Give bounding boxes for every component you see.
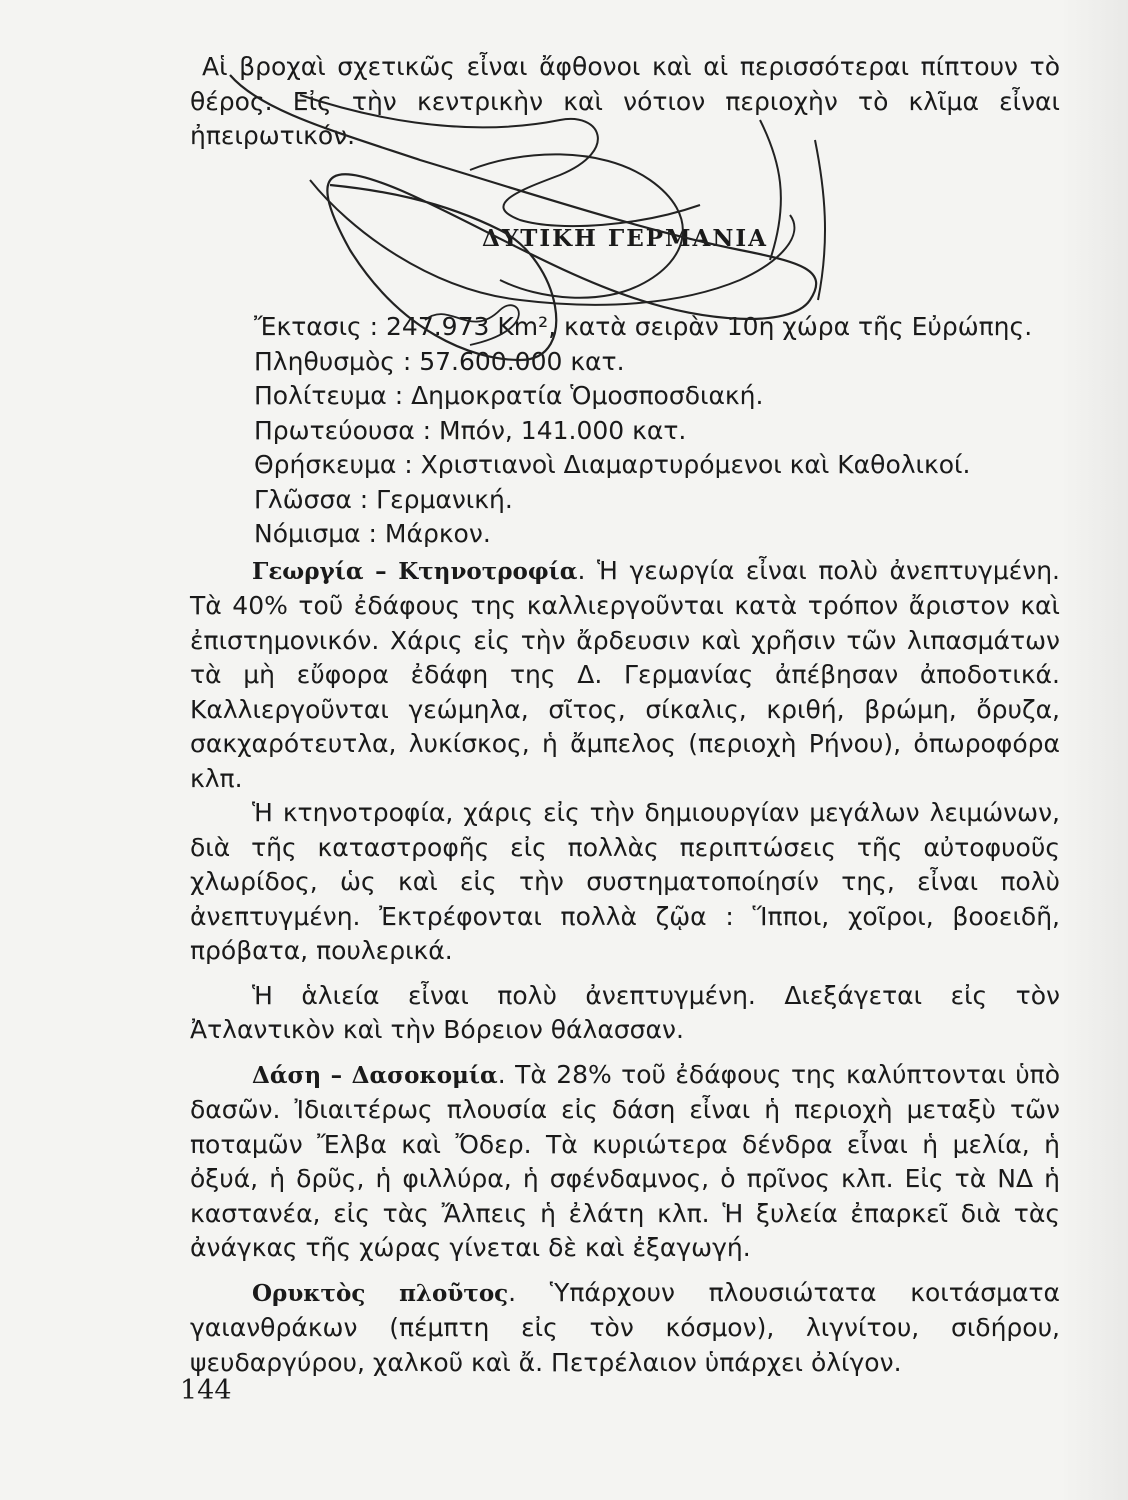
minerals-text: . Ὑπάρχουν πλουσιώτατα κοιτάσματα γαιανθράκων (πέμπτη εἰς τὸν κόσμον), λιγνίτου, σιδήρου, ψευδαργύρου, χαλκοῦ καὶ ἄ. Πετρέλαιον ὑπάρχει ὀλίγον. [190, 1277, 1060, 1377]
minerals-heading: Ορυκτὸς πλοῦτος [252, 1279, 509, 1307]
agriculture-heading: Γεωργία – Κτηνοτροφία [252, 557, 578, 585]
section-title: ΔΥΤΙΚΗ ΓΕΡΜΑΝΙΑ [482, 224, 768, 252]
agriculture-text: . Ἡ γεωργία εἶναι πολὺ ἀνεπτυγμένη. Τὰ 40% τοῦ ἐδάφους της καλλιεργοῦνται κατὰ τρόπον ἄριστον καὶ ἐπιστημονικόν. Χάρις εἰς τὴν ἄρδευσιν καὶ χρῆσιν τῶν λιπασμάτων τὰ μὴ εὔφορα ἐδάφη της Δ. Γερμανίας ἀπέβησαν ἀποδοτικά. Καλλιεργοῦνται γεώμηλα, σῖτος, σίκαλις, κριθή, βρώμη, ὄρυζα, σακχαρότευτλα, λυκίσκος, ἡ ἄμπελος (περιοχὴ Ρήνου), ὀπωροφόρα κλπ. [190, 555, 1060, 793]
fact-population: Πληθυσμὸς : 57.600.000 κατ. [254, 346, 625, 376]
fact-religion: Θρήσκευμα : Χριστιανοὶ Διαμαρτυρόμενοι καὶ Καθολικοί. [254, 450, 971, 479]
fact-government: Πολίτευμα : Δημοκρατία Ὁμοσποσδιακή. [254, 381, 764, 410]
forests-paragraph [190, 1058, 1060, 1266]
page-text [190, 50, 1060, 1380]
minerals-paragraph [190, 1276, 1060, 1381]
intro-paragraph: Αἱ βροχαὶ σχετικῶς εἶναι ἄφθονοι καὶ αἱ περισσότεραι πίπτουν τὸ θέρος. Εἰς τὴν κεντρικὴν καὶ νότιον περιοχὴν τὸ κλῖμα εἶναι ἠπειρωτικόν. [190, 52, 1060, 150]
fishing-paragraph: Ἡ ἁλιεία εἶναι πολὺ ἀνεπτυγμένη. Διεξάγεται εἰς τὸν Ἀτλαντικὸν καὶ τὴν Βόρειον θάλασσαν. [190, 980, 1060, 1044]
fact-language: Γλῶσσα : Γερμανική. [254, 484, 513, 514]
agriculture-paragraph [190, 554, 1060, 797]
forests-text: . Τὰ 28% τοῦ ἐδάφους της καλύπτονται ὑπὸ δασῶν. Ἰδιαιτέρως πλουσία εἰς δάση εἶναι ἡ περιοχὴ μεταξὺ τῶν ποταμῶν Ἔλβα καὶ Ὄδερ. Τὰ κυριώτερα δένδρα εἶναι ἡ μελία, ἡ ὀξυά, ἡ δρῦς, ἡ φιλλύρα, ἡ σφένδαμνος, ὁ πρῖνος κλπ. Εἰς τὰ ΝΔ ἡ καστανέα, εἰς τὰς Ἄλπεις ἡ ἐλάτη κλπ. Ἡ ξυλεία ἐπαρκεῖ διὰ τὰς ἀνάγκας τῆς χώρας γίνεται δὲ καὶ ἐξαγωγή. [190, 1059, 1061, 1262]
page-edge-shadow [1060, 0, 1128, 1500]
fact-area: Ἔκτασις : 247.973 Km², κατὰ σειρὰν 10η χώρα τῆς Εὐρώπης. [254, 312, 1033, 341]
country-facts [254, 310, 1060, 552]
fact-capital: Πρωτεύουσα : Μπόν, 141.000 κατ. [254, 415, 687, 445]
fact-currency: Νόμισμα : Μάρκον. [254, 519, 491, 548]
livestock-paragraph: Ἡ κτηνοτροφία, χάρις εἰς τὴν δημιουργίαν μεγάλων λειμώνων, διὰ τῆς καταστροφῆς εἰς πολλὰς περιπτώσεις τῆς αὐτοφυοῦς χλωρίδος, ὡς καὶ εἰς τὴν συστηματοποίησίν της, εἶναι πολὺ ἀνεπτυγμένη. Ἐκτρέφονται πολλὰ ζῷα : Ἵπποι, χοῖροι, βοοειδῆ, πρόβατα, πουλερικά. [190, 798, 1060, 965]
forests-heading: Δάση – Δασοκομία [252, 1061, 498, 1089]
page-number: 144 [180, 1375, 232, 1406]
